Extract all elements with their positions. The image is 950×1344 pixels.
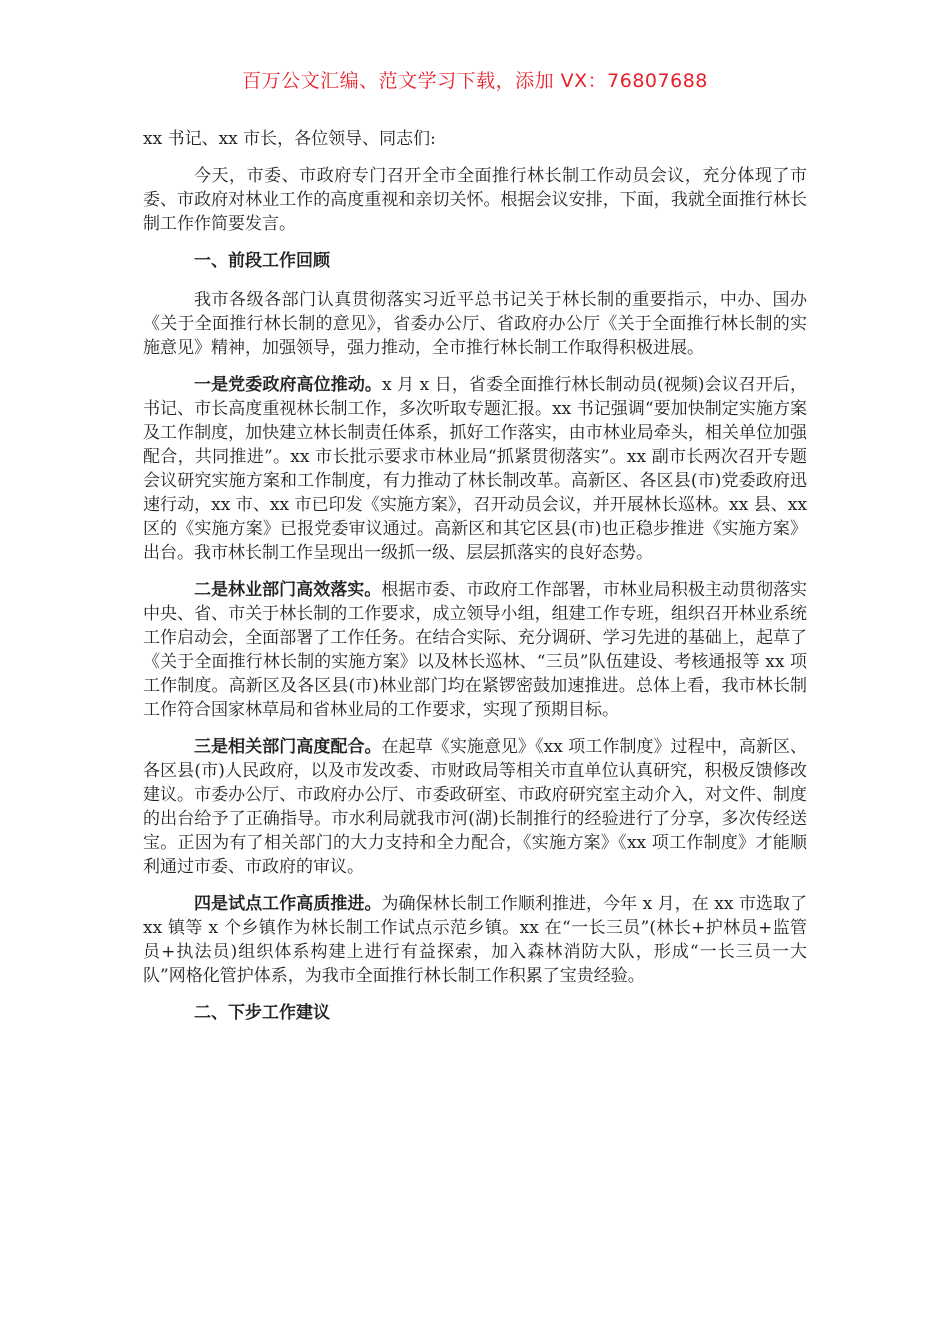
point-lead-2: 二是林业部门高效落实。 xyxy=(194,580,382,600)
point-lead-3: 三是相关部门高度配合。 xyxy=(194,737,382,757)
intro-paragraph: 今天，市委、市政府专门召开全市全面推行林长制工作动员会议，充分体现了市委、市政府对林业工作的高度重视和亲切关怀。根据会议安排，下面，我就全面推行林长制工作作简要发言。 xyxy=(143,166,807,234)
point-text-1: x 月 x 日，省委全面推行林长制动员(视频)会议召开后，书记、市长高度重视林长制工作，多次听取专题汇报。xx 书记强调“要加快制定实施方案及工作制度，加快建立林长制责任体系，抓好工作落实，由市林业局牵头，相关单位加强配合，共同推进”。xx 市长批示要求市林业局“抓紧贯彻落实”。xx 副市长两次召开专题会议研究实施方案和工作制度，有力推动了林长制改革。高新区、各区县(市)党委政府迅速行动，xx 市、xx 市已印发《实施方案》，召开动员会议，并开展林长巡林。xx 县、xx 区的《实施方案》已报党委审议通过。高新区和其它区县(市)也正稳步推进《实施方案》出台。我市林长制工作呈现出一级抓一级、层层抓落实的良好态势。 xyxy=(143,375,807,563)
point-paragraph-3 xyxy=(143,735,807,879)
header-banner: 百万公文汇编、范文学习下载，添加 VX：76807688 xyxy=(242,70,708,92)
salutation: xx 书记、xx 市长，各位领导、同志们: xyxy=(143,129,436,149)
document-body xyxy=(143,127,807,1040)
point-paragraph-2 xyxy=(143,578,807,722)
point-paragraph-1 xyxy=(143,373,807,565)
point-text-3: 在起草《实施意见》《xx 项工作制度》过程中，高新区、各区县(市)人民政府，以及市发改委、市财政局等相关市直单位认真研究，积极反馈修改建议。市委办公厅、市政府办公厅、市委政研室、市政府研究室主动介入，对文件、制度的出台给予了正确指导。市水利局就我市河(湖)长制推行的经验进行了分享，多次传经送宝。正因为有了相关部门的大力支持和全力配合，《实施方案》《xx 项工作制度》才能顺利通过市委、市政府的审议。 xyxy=(143,737,808,877)
point-lead-1: 一是党委政府高位推动。 xyxy=(194,375,382,395)
point-lead-4: 四是试点工作高质推进。 xyxy=(194,894,382,914)
point-text-4: 为确保林长制工作顺利推进，今年 x 月，在 xx 市选取了 xx 镇等 x 个乡镇作为林长制工作试点示范乡镇。xx 在“一长三员”(林长+护林员+监管员+执法员)组织体系构建上进行有益探索，加入森林消防大队，形成“一长三员一大队”网格化管护体系，为我市全面推行林长制工作积累了宝贵经验。 xyxy=(143,894,807,986)
section-heading-review: 一、前段工作回顾 xyxy=(194,251,330,271)
point-text-2: 根据市委、市政府工作部署，市林业局积极主动贯彻落实中央、省、市关于林长制的工作要求，成立领导小组，组建工作专班，组织召开林业系统工作启动会，全面部署了工作任务。在结合实际、充分调研、学习先进的基础上，起草了《关于全面推行林长制的实施方案》以及林长巡林、“三员”队伍建设、考核通报等 xx 项工作制度。高新区及各区县(市)林业部门均在紧锣密鼓加速推进。总体上看，我市林长制工作符合国家林草局和省林业局的工作要求，实现了预期目标。 xyxy=(143,580,808,720)
review-intro-paragraph: 我市各级各部门认真贯彻落实习近平总书记关于林长制的重要指示，中办、国办《关于全面推行林长制的意见》，省委办公厅、省政府办公厅《关于全面推行林长制的实施意见》精神，加强领导，强力推动，全市推行林长制工作取得积极进展。 xyxy=(143,290,807,358)
point-paragraph-4 xyxy=(143,892,807,988)
section-heading-next-steps: 二、下步工作建议 xyxy=(194,1003,330,1023)
